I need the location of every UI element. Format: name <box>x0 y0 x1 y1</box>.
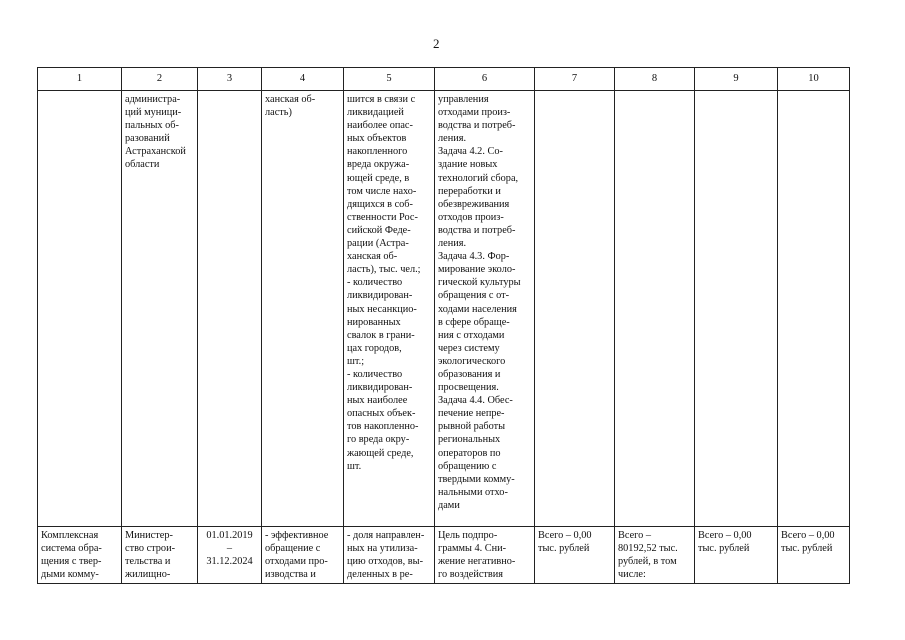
column-header: 4 <box>262 68 344 91</box>
column-header: 7 <box>535 68 615 91</box>
column-number-row <box>38 68 850 91</box>
page-number: 2 <box>433 36 440 51</box>
table-cell: - доля направлен- ных на утилиза- цию отходов, вы- деленных в ре- <box>344 527 435 584</box>
table-cell: Комплексная система обра- щения с твер- дыми комму- <box>38 527 122 584</box>
column-header: 8 <box>615 68 695 91</box>
table-cell: Цель подпро- граммы 4. Сни- жение негативно- го воздействия <box>435 527 535 584</box>
table-cell: Всего – 80192,52 тыс. рублей, в том числе: <box>615 527 695 584</box>
column-header: 9 <box>695 68 778 91</box>
table-cell: Министер- ство строи- тельства и жилищно- <box>122 527 198 584</box>
table-cell: управления отходами произ- водства и потреб- ления. Задача 4.2. Со- здание новых технологий сбора, переработки и обезвреживания отходов произ- водства и потреб- ления. Задача 4.3. Фор- мирование эколо- гической культуры обращения с от- ходами населения в сфере обраще- ния с отходами через систему экологического образования и просвещения. Задача 4.4. Обес- печение непре- рывной работы региональных операторов по обращению с твердыми комму- нальными отхо- дами <box>435 91 535 527</box>
table-cell <box>198 91 262 527</box>
table-cell: 01.01.2019 – 31.12.2024 <box>198 527 262 584</box>
table-cell <box>615 91 695 527</box>
table-cell: Всего – 0,00 тыс. рублей <box>695 527 778 584</box>
column-header: 2 <box>122 68 198 91</box>
column-header: 1 <box>38 68 122 91</box>
table-cell <box>535 91 615 527</box>
table-row <box>38 527 850 584</box>
table-cell: ханская об- ласть) <box>262 91 344 527</box>
table-cell: шится в связи с ликвидацией наиболее опас- ных объектов накопленного вреда окружа- ющей среде, в том числе нахо- дящихся в соб- ственности Рос- сийской Феде- рации (Астра- ханская об- ласть), тыс. чел.; - количество ликвидирован- ных несанкцио- нированных свалок в грани- цах городов, шт.; - количество ликвидирован- ных наиболее опасных объек- тов накопленно- го вреда окру- жающей среде, шт. <box>344 91 435 527</box>
column-header: 5 <box>344 68 435 91</box>
column-header: 10 <box>778 68 850 91</box>
table-cell <box>778 91 850 527</box>
table-cell <box>695 91 778 527</box>
column-header: 3 <box>198 68 262 91</box>
column-header: 6 <box>435 68 535 91</box>
table-cell: Всего – 0,00 тыс. рублей <box>535 527 615 584</box>
table-cell: Всего – 0,00 тыс. рублей <box>778 527 850 584</box>
table-row <box>38 91 850 527</box>
table-cell: - эффективное обращение с отходами про- изводства и <box>262 527 344 584</box>
program-table <box>37 67 850 584</box>
table-cell <box>38 91 122 527</box>
table-cell: администра- ций муници- пальных об- разований Астраханской области <box>122 91 198 527</box>
